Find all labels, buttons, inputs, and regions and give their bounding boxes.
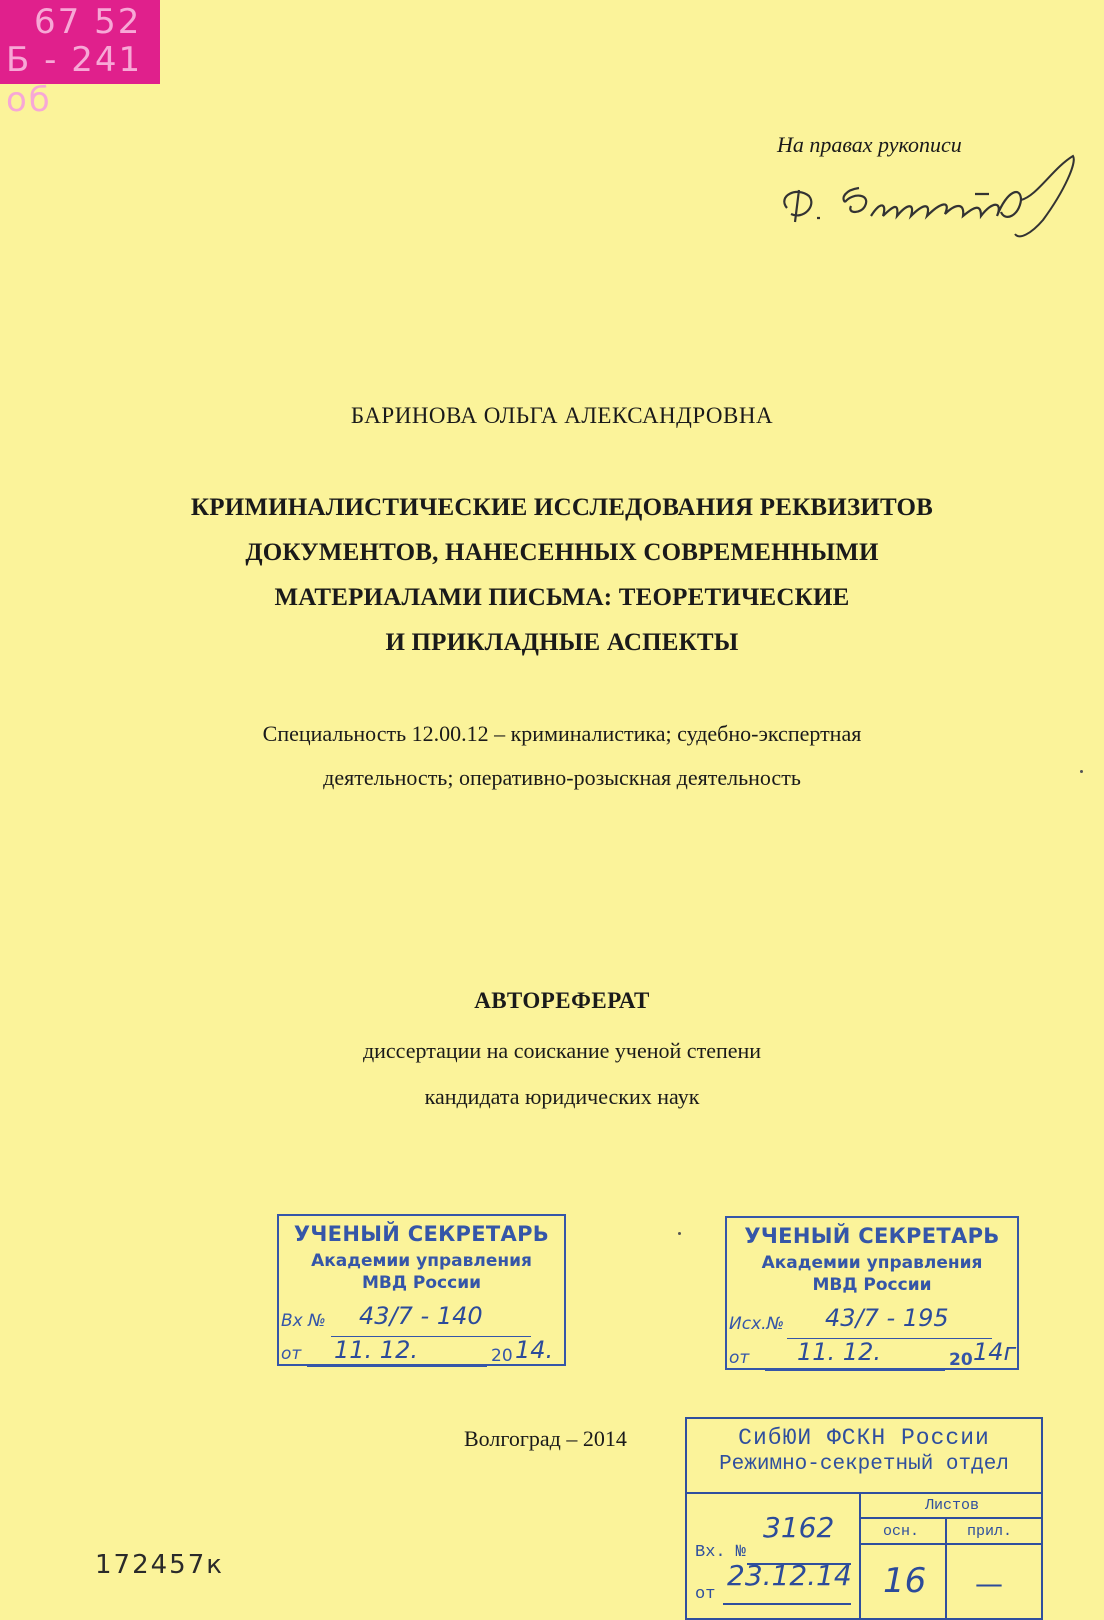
registry-main-value: 16 bbox=[883, 1561, 927, 1601]
stamp-org-line-2: МВД России bbox=[361, 1273, 482, 1293]
specialty-line-2: деятельность; оперативно-розыскная деятельность bbox=[323, 765, 801, 790]
stamp-org-line-2: МВД России bbox=[812, 1275, 932, 1295]
title-line-4: И ПРИКЛАДНЫЕ АСПЕКТЫ bbox=[385, 629, 739, 656]
stamp-year-prefix: 20 bbox=[949, 1350, 973, 1370]
registry-date-label: от bbox=[695, 1585, 716, 1604]
registry-number-label: Вх. № bbox=[695, 1543, 747, 1562]
stamp-header: УЧЕНЫЙ СЕКРЕТАРЬ bbox=[744, 1224, 1000, 1248]
registry-main-label: осн. bbox=[883, 1523, 920, 1540]
author-name: БАРИНОВА ОЛЬГА АЛЕКСАНДРОВНА bbox=[350, 403, 774, 428]
title-line-2: ДОКУМЕНТОВ, НАНЕСЕННЫХ СОВРЕМЕННЫМИ bbox=[245, 539, 879, 566]
degree-line-1: диссертации на соискание ученой степени bbox=[362, 1038, 762, 1063]
stamp-number-label: Вх № bbox=[281, 1311, 326, 1331]
stamp-org-line-1: Академии управления bbox=[761, 1253, 983, 1273]
stamp-date-label: от bbox=[281, 1344, 302, 1364]
stamp-number-value: 43/7 - 195 bbox=[825, 1304, 949, 1332]
registry-sheets-label: Листов bbox=[925, 1497, 980, 1514]
stamp-year-prefix: 20 bbox=[491, 1346, 513, 1366]
paper-speck bbox=[678, 1232, 681, 1235]
secretary-stamp-outgoing bbox=[725, 1216, 1019, 1370]
registry-number-value: 3162 bbox=[763, 1511, 835, 1544]
stamp-header: УЧЕНЫЙ СЕКРЕТАРЬ bbox=[293, 1222, 550, 1246]
specialty-line-1: Специальность 12.00.12 – криминалистика; судебно-экспертная bbox=[262, 721, 862, 746]
stamp-year-value: 14. bbox=[515, 1336, 554, 1364]
stamp-org-line-1: Академии управления bbox=[311, 1251, 532, 1271]
registry-stamp bbox=[685, 1417, 1043, 1620]
registry-date-value: 23.12.14 bbox=[727, 1559, 852, 1592]
stamp-date-label: от bbox=[729, 1348, 750, 1368]
author-signature bbox=[775, 150, 1095, 250]
registry-subheader: Режимно-секретный отдел bbox=[719, 1453, 1009, 1476]
paper-speck bbox=[1080, 770, 1083, 773]
title-line-1: КРИМИНАЛИСТИЧЕСКИЕ ИССЛЕДОВАНИЯ РЕКВИЗИТОВ bbox=[190, 494, 934, 521]
registry-header: СибЮИ ФСКН России bbox=[738, 1425, 990, 1451]
document-type: АВТОРЕФЕРАТ bbox=[474, 988, 650, 1013]
secretary-stamp-incoming bbox=[277, 1214, 566, 1366]
stamp-date-value: 11. 12. bbox=[334, 1336, 418, 1364]
stamp-date-value: 11. 12. bbox=[797, 1338, 881, 1366]
title-line-3: МАТЕРИАЛАМИ ПИСЬМА: ТЕОРЕТИЧЕСКИЕ bbox=[274, 584, 850, 611]
registry-attach-label: прил. bbox=[967, 1523, 1013, 1540]
city-year: Волгоград – 2014 bbox=[464, 1426, 627, 1451]
stamp-year-value: 14г bbox=[973, 1338, 1017, 1366]
manuscript-rights-note: На правах рукописи bbox=[777, 132, 962, 157]
library-call-number-label bbox=[0, 0, 160, 120]
registry-attach-value: — bbox=[975, 1567, 1003, 1600]
degree-line-2: кандидата юридических наук bbox=[424, 1084, 700, 1109]
stamp-number-value: 43/7 - 140 bbox=[359, 1302, 483, 1330]
stamp-number-label: Исх.№ bbox=[729, 1314, 785, 1334]
call-number-line-2: Б - 241 об bbox=[6, 40, 143, 120]
inventory-number: 172457к bbox=[95, 1550, 224, 1580]
call-number-line-1: 67 52 bbox=[34, 2, 142, 42]
